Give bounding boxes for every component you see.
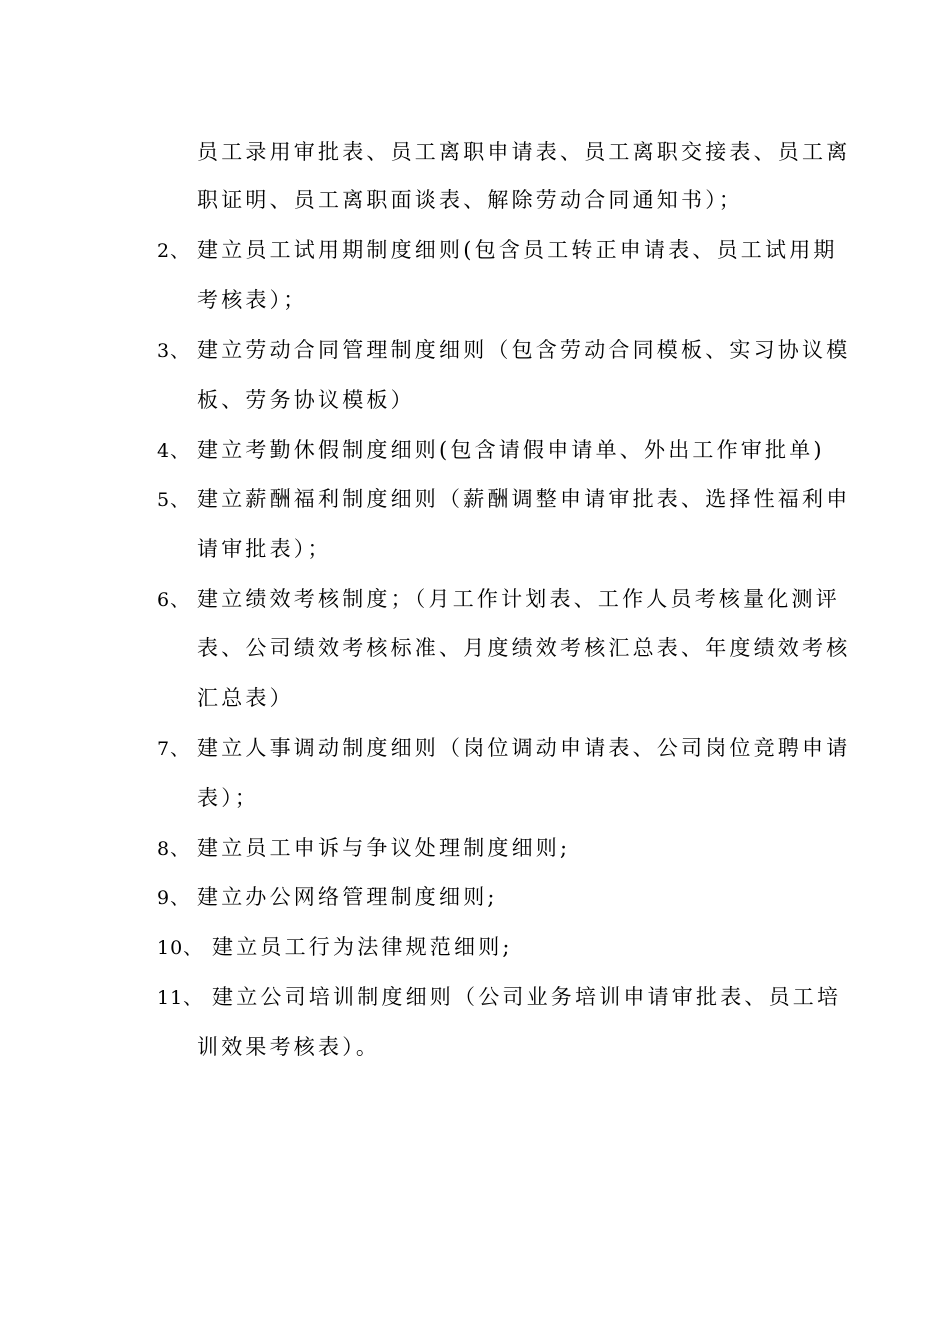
list-item-number: 10、 — [157, 937, 204, 959]
continuation-line: 员工录用审批表、员工离职申请表、员工离职交接表、员工离 — [197, 140, 851, 164]
list-item-line: 建立人事调动制度细则（岗位调动申请表、公司岗位竞聘申请 — [197, 736, 851, 760]
list-item-line: 建立员工申诉与争议处理制度细则; — [197, 836, 571, 860]
list-item-line: 建立薪酬福利制度细则（薪酬调整申请审批表、选择性福利申 — [197, 487, 851, 511]
list-item-line: 建立员工试用期制度细则(包含员工转正申请表、员工试用期 — [197, 238, 838, 262]
list-item-number: 4、 — [157, 440, 191, 462]
continuation-line: 职证明、员工离职面谈表、解除劳动合同通知书）； — [197, 188, 744, 212]
list-item-number: 11、 — [157, 987, 204, 1009]
list-item-line: 请审批表）； — [197, 537, 332, 561]
list-item-number: 3、 — [157, 340, 191, 362]
list-item-number: 2、 — [157, 240, 191, 262]
list-item-line: 训效果考核表）。 — [197, 1035, 381, 1059]
list-item-number: 5、 — [157, 489, 191, 511]
list-item-line: 建立绩效考核制度；（月工作计划表、工作人员考核量化测评 — [197, 587, 840, 611]
list-item-line: 表）； — [197, 786, 260, 810]
list-item-line: 建立考勤休假制度细则(包含请假申请单、外出工作审批单) — [197, 438, 825, 462]
list-item-line: 建立公司培训制度细则（公司业务培训申请审批表、员工培 — [212, 985, 842, 1009]
list-item-number: 6、 — [157, 589, 191, 611]
list-item-number: 7、 — [157, 738, 191, 760]
list-item-line: 汇总表） — [197, 686, 294, 710]
list-item-line: 建立办公网络管理制度细则; — [197, 885, 498, 909]
list-item-line: 表、公司绩效考核标准、月度绩效考核汇总表、年度绩效考核 — [197, 636, 851, 660]
list-item-line: 板、劳务协议模板） — [197, 388, 415, 412]
list-item-line: 建立员工行为法律规范细则; — [212, 935, 513, 959]
list-item-number: 9、 — [157, 887, 191, 909]
list-item-line: 建立劳动合同管理制度细则（包含劳动合同模板、实习协议模 — [197, 338, 851, 362]
list-item-line: 考核表）； — [197, 288, 308, 312]
list-item-number: 8、 — [157, 838, 191, 860]
